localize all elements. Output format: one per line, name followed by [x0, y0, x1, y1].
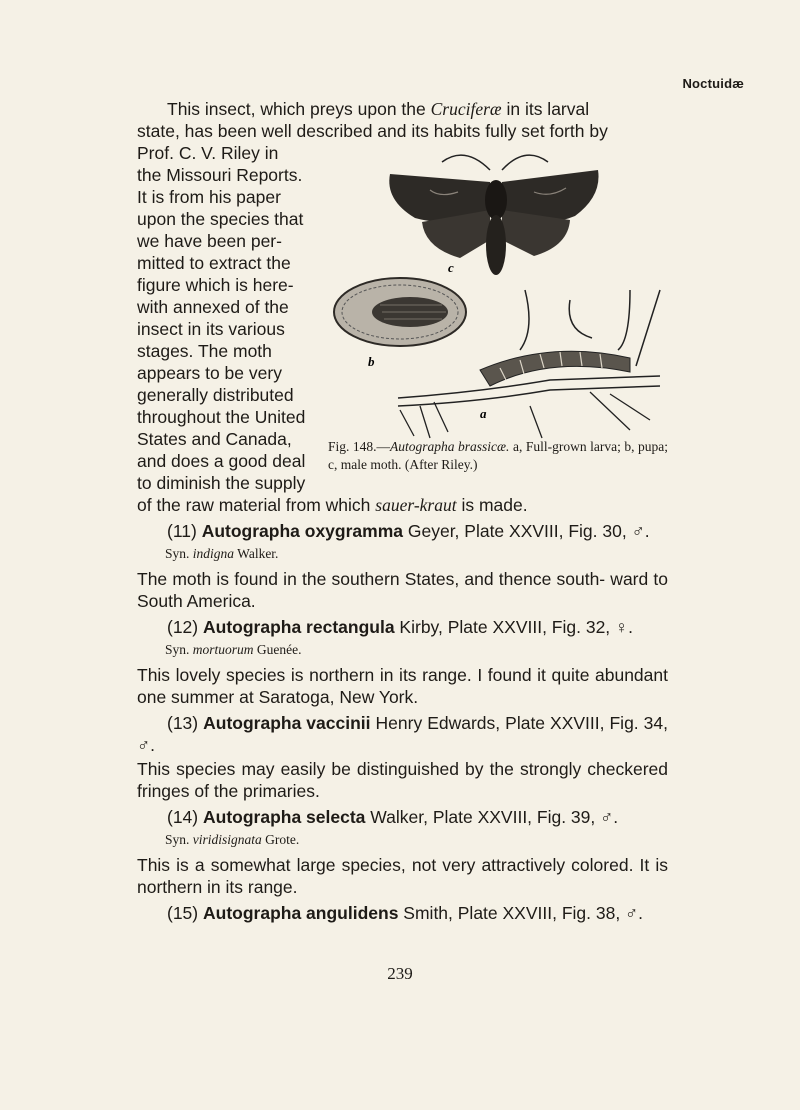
species-description: This species may easily be distinguished by the strongly checkered fringes of the primaries. [137, 759, 668, 801]
page-text [137, 98, 668, 924]
species-heading [137, 616, 668, 638]
synonym-name: mortuorum [192, 642, 254, 657]
wrapped-line: we have been per- [137, 231, 282, 251]
synonym-label: Syn. [165, 832, 193, 847]
species-authority: Geyer, Plate XXVIII, Fig. 30, ♂. [403, 521, 650, 541]
species-number: (12) [167, 617, 199, 637]
wrapped-line: appears to be very [137, 363, 282, 383]
intro-taxon: Cruciferæ [430, 99, 502, 119]
synonym-line [165, 640, 668, 660]
intro-line-1 [137, 98, 668, 120]
intro-text: is made. [456, 495, 528, 515]
species-number: (14) [167, 807, 199, 827]
wrapped-line: to diminish the supply [137, 473, 306, 493]
wrapped-line: figure which is here- [137, 275, 294, 295]
wrapped-line: Prof. C. V. Riley in [137, 143, 279, 163]
species-heading [137, 806, 668, 828]
synonym-name: viridisignata [192, 832, 262, 847]
caption-species: Autographa brassicæ. [390, 439, 510, 454]
species-heading [137, 712, 668, 756]
caption-text: a, Full-grown larva; b, pupa; c, male moth. (After Riley.) [328, 439, 668, 472]
wrapped-line: It is from his paper [137, 187, 281, 207]
species-name: Autographa rectangula [203, 617, 395, 637]
intro-last-line [137, 494, 668, 516]
wrapped-line: insect in its various [137, 319, 285, 339]
running-head: Noctuidæ [682, 76, 744, 91]
species-authority: Smith, Plate XXVIII, Fig. 38, ♂. [398, 903, 644, 923]
figure-label-c: c [448, 260, 454, 275]
species-heading [137, 520, 668, 542]
intro-text: of the raw material from which [137, 495, 376, 515]
wrapped-line: States and Canada, [137, 429, 292, 449]
synonym-label: Syn. [165, 546, 193, 561]
species-name: Autographa vaccinii [203, 713, 371, 733]
synonym-author: Guenée. [253, 642, 302, 657]
species-entries [137, 520, 668, 924]
wrapped-line: upon the species that [137, 209, 304, 229]
species-number: (11) [167, 521, 197, 541]
species-number: (15) [167, 903, 199, 923]
species-description: This is a somewhat large species, not very attractively colored. It is northern in its range. [137, 855, 668, 897]
species-authority: Walker, Plate XXVIII, Fig. 39, ♂. [365, 807, 619, 827]
synonym-line [165, 544, 668, 564]
species-description: This lovely species is northern in its range. I found it quite abundant one summer at Saratoga, New York. [137, 665, 668, 707]
species-name: Autographa oxygramma [201, 521, 403, 541]
synonym-name: indigna [192, 546, 235, 561]
wrapped-line: throughout the United [137, 407, 306, 427]
species-description: The moth is found in the southern States, and thence south- ward to South America. [137, 569, 668, 611]
figure-label-b: b [368, 354, 375, 369]
synonym-line [165, 830, 668, 850]
wrapped-line: mitted to extract the [137, 253, 291, 273]
caption-number: Fig. 148.— [328, 439, 391, 454]
species-authority: Henry Edwards, Plate XXVIII, Fig. 34, ♂. [137, 713, 668, 755]
species-name: Autographa selecta [203, 807, 366, 827]
intro-text: in its larval [501, 99, 590, 119]
species-authority: Kirby, Plate XXVIII, Fig. 32, ♀. [394, 617, 634, 637]
intro-term: sauer-kraut [375, 495, 457, 515]
wrapped-line: generally distributed [137, 385, 294, 405]
synonym-author: Grote. [261, 832, 300, 847]
wrapped-line: stages. The moth [137, 341, 272, 361]
figure-label-a: a [480, 406, 487, 421]
species-name: Autographa angulidens [203, 903, 399, 923]
synonym-author: Walker. [234, 546, 279, 561]
species-heading [137, 902, 668, 924]
wrapped-paragraph [137, 142, 327, 494]
synonym-label: Syn. [165, 642, 193, 657]
intro-line-2: state, has been well described and its habits fully set forth by [137, 121, 608, 141]
wrapped-line: and does a good deal [137, 451, 306, 471]
wrapped-line: with annexed of the [137, 297, 289, 317]
page-number: 239 [387, 964, 413, 983]
species-number: (13) [167, 713, 199, 733]
wrapped-line: the Missouri Reports. [137, 165, 303, 185]
intro-text: This insect, which preys upon the [167, 99, 431, 119]
